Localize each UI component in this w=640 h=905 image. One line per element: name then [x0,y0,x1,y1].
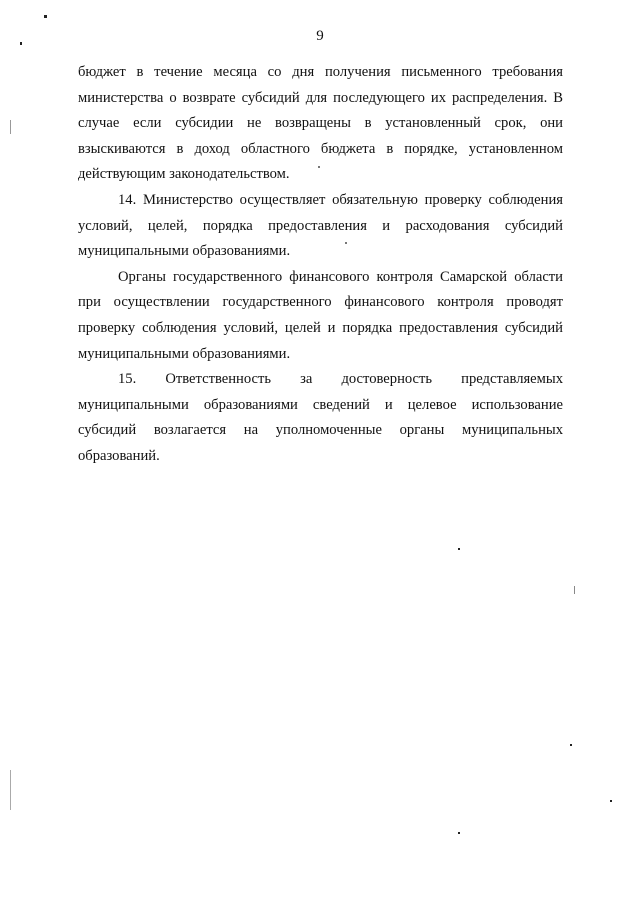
scan-speck [20,42,22,45]
paragraph-item-15: 15. Ответственность за достоверность представляемых муниципальными образованиями сведений и целевое использование субсидий возлагается на уполномоченные органы муниципальных образований. [78,371,563,464]
scan-speck [10,120,11,134]
scan-speck [610,800,612,802]
paragraph-item-14: 14. Министерство осуществляет обязательную проверку соблюдения условий, целей, порядка предоставления и расходования субсидий муниципальными образованиями. [78,191,563,260]
paragraph-budget-return: бюджет в течение месяца со дня получения письменного требования министерства о возврате субсидий для последующего их распределения. В случае если субсидии не возвращены в установленный срок, они взыскиваются в доход областного бюджета в порядке, установленном действующим законодательством. [78,64,563,183]
scan-speck [44,15,47,18]
scan-speck [574,586,575,594]
scan-speck [345,242,347,244]
scan-speck [570,744,572,746]
page-number: 9 [316,28,324,44]
scan-speck [458,548,460,550]
scan-speck [318,166,320,168]
scan-speck [458,832,460,834]
scan-speck [10,770,11,810]
document-body [78,60,563,470]
paragraph-financial-control: Органы государственного финансового контроля Самарской области при осуществлении государственного финансового контроля проводят проверку соблюдения условий, целей и порядка предоставления субсидий муниципальными образованиями. [78,268,563,362]
